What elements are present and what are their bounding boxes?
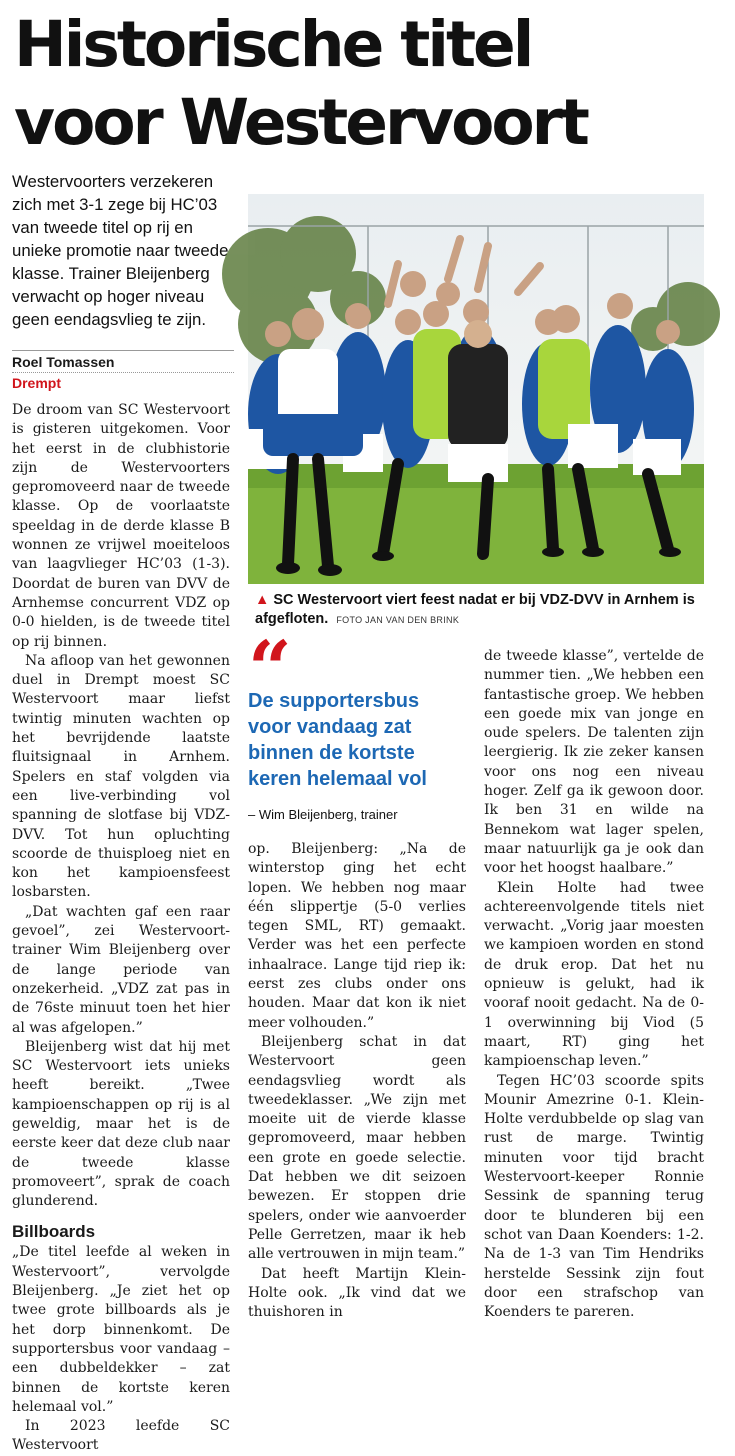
headline bbox=[14, 6, 724, 162]
quote-mark-icon: “ bbox=[248, 624, 292, 713]
byline bbox=[12, 350, 234, 393]
caption-triangle-icon: ▲ bbox=[255, 592, 270, 608]
article-photo bbox=[248, 194, 704, 584]
body-column-2 bbox=[248, 840, 466, 1322]
subheading-billboards: Billboards bbox=[12, 1222, 96, 1242]
paragraph: op. Bleijenberg: „Na de winterstop ging het echt lopen. We hebben nog maar één slippertje (5-0 verlies tegen SML, RT) gemaakt. Verder was het een perfecte inhaalrace. Lange tijd riep ik: eerst zes clubs onder ons houden. Maar dat kon ik niet meer volhouden.” bbox=[248, 841, 466, 1031]
paragraph: Bleijenberg wist dat hij met SC Westervoort iets unieks heeft bereikt. „Twee kampioenschappen op rij is al geweldig, maar het is de eerste keer dat deze club naar de tweede klasse promoveert”, sprak de coach glunderend. bbox=[12, 1038, 230, 1210]
caption-text: SC Westervoort viert feest nadat er bij VDZ-DVV in Arnhem is afgefloten. bbox=[255, 592, 695, 627]
pull-quote-text: De supportersbus voor vandaag zat binnen de kortste keren helemaal vol bbox=[248, 690, 427, 790]
headline-line-1: Historische titel bbox=[14, 8, 532, 81]
paragraph: Klein Holte had twee achtereenvolgende titels niet verwacht. „Vorig jaar moesten we kampioen worden en stond de druk erop. Dat het nu opnieuw is gelukt, had ik vooraf nooit gedacht. Na de 0-1 overwinning bij Viod (5 maart, RT) ging het kampioenschap leven.” bbox=[484, 879, 704, 1070]
paragraph: Bleijenberg schat in dat Westervoort geen eendagsvlieg wordt als tweedeklasser. „We zijn met moeite uit de vierde klasse gepromoveerd, maar hebben een grote en goede selectie. Dat hebben we dit seizoen bewezen. Er stoppen drie spelers, onder wie aanvoerder Pelle Gerretzen, maar ik heb alle vertrouwen in mijn team.” bbox=[248, 1033, 466, 1263]
dateline-location: Drempt bbox=[12, 375, 62, 391]
byline-rule-top bbox=[12, 350, 234, 351]
headline-line-2: voor Westervoort bbox=[14, 86, 587, 159]
paragraph: „Dat wachten gaf een raar gevoel”, zei Westervoort-trainer Wim Bleijenberg over de lange periode van onzekerheid. „VDZ zat pas in de 76ste minuut toen het hier al was afgelopen.” bbox=[12, 903, 230, 1036]
paragraph: In 2023 leefde SC Westervoort bbox=[12, 1418, 230, 1454]
photo-credit: FOTO JAN VAN DEN BRINK bbox=[336, 615, 460, 625]
pull-quote bbox=[248, 624, 468, 824]
celebration-photo-illustration bbox=[248, 194, 704, 584]
body-column-1 bbox=[12, 401, 230, 1456]
paragraph: Tegen HC’03 scoorde spits Mounir Amezrine 0-1. Klein-Holte verdubbelde op slag van rust de marge. Twintig minuten voor tijd bracht Westervoort-keeper Ronnie Sessink de spanning terug door te blunderen bij een schot van Daan Koenders: 1-2. Na de 1-3 van Tim Hendriks herstelde Sessink zijn fout door een strafschop van Koenders te pareren. bbox=[484, 1072, 704, 1321]
body-column-3 bbox=[484, 647, 704, 1322]
paragraph: De droom van SC Westervoort is gisteren uitgekomen. Voor het eerst in de clubhistorie zijn de Westervoorters gepromoveerd naar de tweede klasse. Op de voorlaatste speeldag in de derde klasse B wonnen ze vrijwel moeiteloos van laagvlieger HC’03 (1-3). Doordat de buren van DVV de Arnhemse concurrent VDZ op 0-0 hielden, is de tweede titel op rij binnen. bbox=[12, 402, 230, 650]
paragraph: de tweede klasse”, vertelde de nummer tien. „We hebben een fantastische groep. We hebben een goede mix van jonge en oude spelers. De talenten zijn leergierig. Ik zie zeker kansen voor ons nog een niveau hoger. Zelf ga ik gewoon door. Ik ben 31 en wilde na Bennekom wat lager spelen, maar natuurlijk ga je ook dan voor het hoogst haalbare.” bbox=[484, 648, 704, 877]
photo-caption bbox=[255, 591, 725, 630]
pull-quote-attribution: – Wim Bleijenberg, trainer bbox=[248, 807, 398, 822]
intro-text: Westervoorters verzekeren zich met 3-1 zege bij HC’03 van tweede titel op rij en unieke promotie naar tweede klasse. Trainer Bleijenberg verwacht op hoger niveau geen eendagsvlieg te zijn. bbox=[12, 172, 229, 329]
author-name: Roel Tomassen bbox=[12, 354, 115, 370]
paragraph: Na afloop van het gewonnen duel in Drempt moest SC Westervoort maar liefst twintig minuten wachten op het bevrijdende laatste fluitsignaal in Arnhem. Spelers en staf volgden via een live-verbinding vol spanning de slotfase bij VDZ-DVV. Tot hun opluchting scoorde de thuisploeg niet en kon het kampioensfeest losbarsten. bbox=[12, 652, 230, 901]
paragraph: Dat heeft Martijn Klein-Holte ook. „Ik vind dat we thuishoren in bbox=[248, 1265, 466, 1321]
paragraph: „De titel leefde al weken in Westervoort”, vervolgde Bleijenberg. „Je ziet het op twee grote billboards als je het dorp binnenkomt. De supportersbus voor vandaag – een dubbeldekker – zat binnen de kortste keren helemaal vol.” bbox=[12, 1244, 230, 1415]
